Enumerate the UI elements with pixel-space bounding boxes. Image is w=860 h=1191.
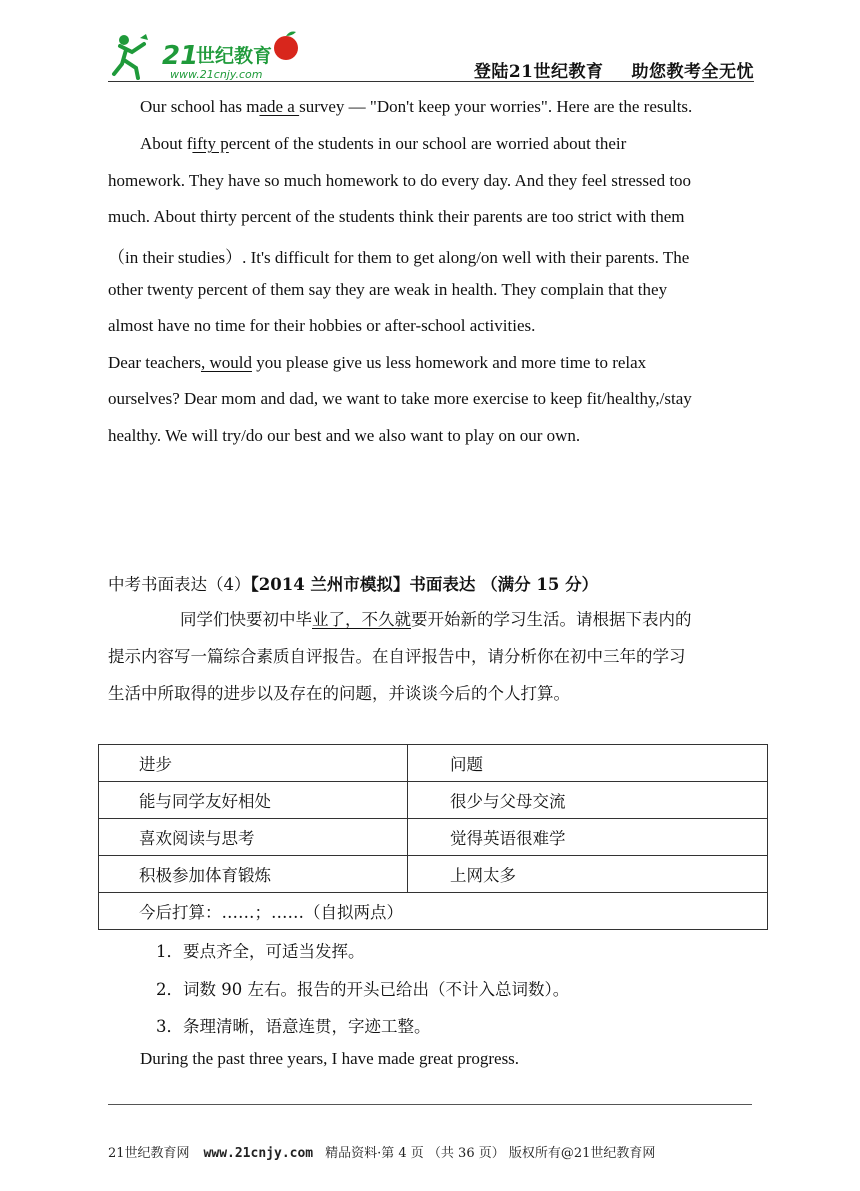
- table-header-row: [99, 745, 768, 782]
- table-cell: 积极参加体育锻炼: [99, 856, 408, 893]
- apple-icon: [274, 32, 298, 61]
- passage-line-5: （in their studies）. It's difficult for them to get along/on well with their parents. The: [108, 248, 690, 267]
- passage-line-4: much. About thirty percent of the students think their parents are too strict with them: [108, 207, 685, 226]
- table-row: [99, 856, 768, 893]
- task-intro-line-3: 生活中所取得的进步以及存在的问题，并谈谈今后的个人打算。: [108, 684, 570, 703]
- logo-wordmark: 世纪教育: [196, 45, 273, 67]
- header-slogan-right: 助您教考全无忧: [631, 62, 754, 82]
- table-plan-cell: 今后打算：……；……（自拟两点）: [99, 893, 768, 930]
- passage-line-7: almost have no time for their hobbies or after-school activities.: [108, 316, 536, 335]
- table-cell: 觉得英语很难学: [408, 819, 768, 856]
- table-header-problems: 问题: [408, 745, 768, 782]
- passage-line-2: About fifty percent of the students in our school are worried about their: [140, 134, 627, 153]
- table-header-progress: 进步: [99, 745, 408, 782]
- table-cell: 喜欢阅读与思考: [99, 819, 408, 856]
- passage-line-1: Our school has made a survey — "Don't keep your worries". Here are the results.: [140, 97, 693, 116]
- opening-sentence: During the past three years, I have made great progress.: [140, 1049, 520, 1068]
- passage-line-6: other twenty percent of them say they are weak in health. They complain that they: [108, 280, 668, 299]
- table-row: [99, 819, 768, 856]
- table-row: [99, 782, 768, 819]
- table-cell: 上网太多: [408, 856, 768, 893]
- task-title: 中考书面表达（4）【2014 兰州市模拟】书面表达 （满分 15 分）: [108, 575, 599, 594]
- svg-text:21: 21: [162, 41, 199, 71]
- header-divider: [108, 81, 754, 82]
- passage-line-8: Dear teachers, would you please give us less homework and more time to relax: [108, 353, 647, 372]
- footer-site-name: 21世纪教育网: [108, 1146, 190, 1161]
- footer-page-info: 精品资料·第 4 页 （共 36 页） 版权所有@21世纪教育网: [325, 1146, 656, 1161]
- svg-text:www.21cnjy.com: www.21cnjy.com: [170, 68, 263, 81]
- page-footer: [108, 1142, 655, 1161]
- table-cell: 能与同学友好相处: [99, 782, 408, 819]
- header-slogan-left: 登陆21世纪教育: [473, 62, 604, 82]
- footer-divider: [108, 1104, 752, 1105]
- requirement-item: 3．条理清晰，语意连贯，字迹工整。: [156, 1017, 431, 1036]
- table-plan-row: [99, 893, 768, 930]
- passage-line-10: healthy. We will try/do our best and we also want to play on our own.: [108, 426, 581, 445]
- requirement-item: 1．要点齐全，可适当发挥。: [156, 942, 365, 961]
- task-intro-line-2: 提示内容写一篇综合素质自评报告。在自评报告中，请分析你在初中三年的学习: [108, 647, 686, 666]
- passage-line-9: ourselves? Dear mom and dad, we want to take more exercise to keep fit/healthy,/stay: [108, 389, 692, 408]
- requirement-item: 2．词数 90 左右。报告的开头已给出（不计入总词数）。: [156, 980, 570, 999]
- prompt-table: [98, 744, 768, 930]
- site-logo: [110, 30, 310, 82]
- table-cell: 很少与父母交流: [408, 782, 768, 819]
- runner-icon: [114, 34, 148, 78]
- task-intro-line-1: 同学们快要初中毕业了，不久就要开始新的学习生活。请根据下表内的: [180, 610, 692, 629]
- footer-site-link[interactable]: www.21cnjy.com: [203, 1146, 314, 1161]
- passage-line-3: homework. They have so much homework to do every day. And they feel stressed too: [108, 171, 692, 190]
- header-slogan: [474, 57, 754, 82]
